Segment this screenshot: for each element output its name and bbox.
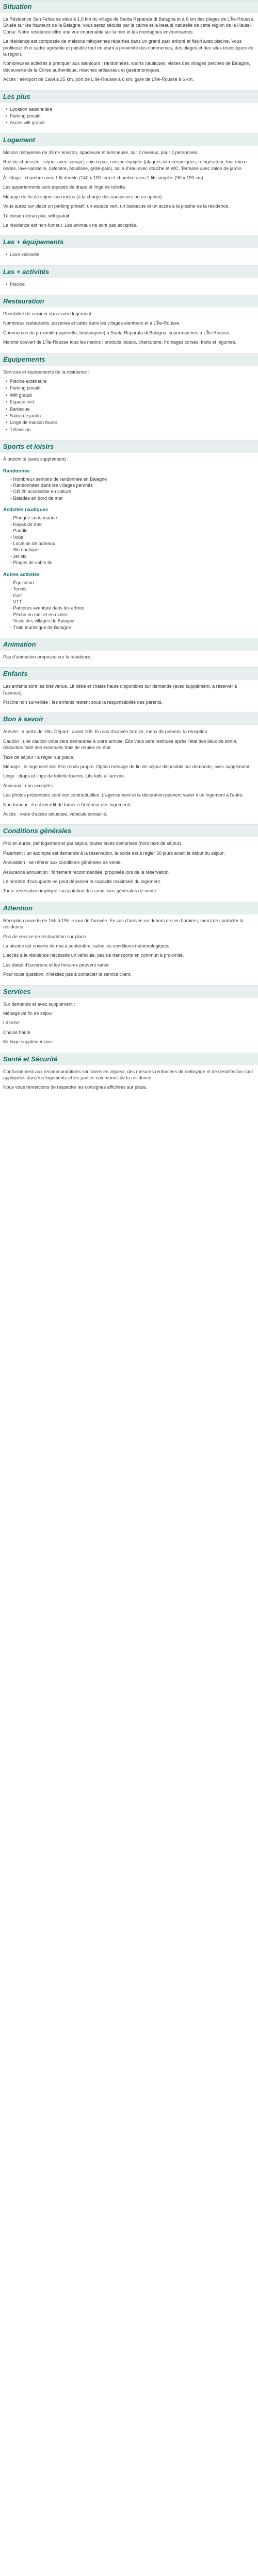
list-item: - Nombreux sentiers de randonnée en Balagne (10, 476, 255, 482)
list-item: • Linge de maison fourni (10, 419, 255, 426)
section-attention (0, 902, 258, 985)
section-title-inclus: Les + équipements (0, 235, 258, 248)
list-item: • Parking privatif (10, 385, 255, 391)
paragraph: Arrivée : à partir de 16h. Départ : avant 10h. En cas d'arrivée tardive, merci de prévenir la réception. (3, 729, 208, 735)
section-restauration (0, 295, 258, 353)
section-sports (0, 440, 258, 638)
section-enfants (0, 667, 258, 713)
list-item: - VTT (10, 599, 255, 605)
list-item: - Golf (10, 592, 255, 599)
section-body-enfants (0, 680, 258, 713)
section-body-sports (0, 453, 258, 638)
section-situation (0, 0, 258, 90)
section-title-restauration: Restauration (0, 295, 258, 308)
paragraph: Réception ouverte de 16h à 19h le jour de l'arrivée. En cas d'arrivée en dehors de ces horaires, merci de contacter la résidence. (3, 918, 244, 930)
section-equipements (0, 353, 258, 440)
paragraph: Nous vous remercions de respecter les consignes affichées sur place. (3, 1084, 147, 1090)
section-body-sante (0, 1065, 258, 1098)
sublist-heading: Activités nautiques (3, 507, 49, 513)
section-title-savoir: Bon à savoir (0, 713, 258, 725)
paragraph: Télévision écran plat, wifi gratuit. (3, 213, 71, 218)
sublist (3, 515, 255, 566)
paragraph: Pas d'animation proposée sur la résidence. (3, 654, 92, 659)
list-item: • Espace vert (10, 399, 255, 405)
sublist (3, 476, 255, 502)
paragraph: Ménage : le logement doit être rendu propre. Option ménage de fin de séjour disponible sur demande, avec supplément. (3, 764, 251, 770)
paragraph: Assurance annulation : fortement recommandée, proposée lors de la réservation. (3, 869, 170, 875)
sublist-heading: Autres activités (3, 571, 40, 578)
section-title-plus: Les plus (0, 90, 258, 103)
list-item: - Train touristique de Balagne (10, 624, 255, 631)
section-body-inclus (0, 248, 258, 265)
paragraph: Les photos présentées sont non contractuelles. L'agencement et la décoration peuvent varier d'un logement à l'autre. (3, 792, 244, 798)
section-conditions (0, 824, 258, 901)
paragraph: L'accès à la résidence nécessite un véhicule, pas de transports en commun à proximité. (3, 953, 184, 958)
paragraph: À l'étage : chambre avec 1 lit double (140 x 190 cm) et chambre avec 2 lits simples (90 x 190 cm). (3, 175, 205, 180)
section-title-situation: Situation (0, 0, 258, 13)
paragraph: Accès : route d'accès sinueuse, véhicule conseillé. (3, 811, 107, 817)
list-item: - Kayak de mer (10, 521, 255, 528)
list-item: - Location de bateaux (10, 540, 255, 547)
list-item: • Wifi gratuit (10, 392, 255, 398)
section-intro: Services et équipements de la résidence : (3, 369, 90, 375)
section-body-plus (0, 103, 258, 133)
section-savoir (0, 713, 258, 824)
section-title-services: Services (0, 985, 258, 998)
list-item: • Piscine (10, 281, 255, 287)
paragraph: Linge : draps et linge de toilette fournis. Lits faits à l'arrivée. (3, 773, 125, 779)
section-title-sante: Santé et Sécurité (0, 1053, 258, 1065)
paragraph: La résidence est non-fumeur. Les animaux ne sont pas acceptés. (3, 222, 138, 228)
paragraph: Les dates d'ouverture et les horaires peuvent varier. (3, 962, 110, 968)
section-sante (0, 1053, 258, 1098)
list-item: - GR 20 accessible en voiture (10, 488, 255, 495)
paragraph: Non-fumeur : il est interdit de fumer à l'intérieur des logements. (3, 802, 133, 807)
section-title-enfants: Enfants (0, 667, 258, 680)
list-item: - Paddle (10, 528, 255, 534)
section-body-activites (0, 278, 258, 295)
paragraph: Nombreuses activités à pratiquer aux alentours : randonnées, sports nautiques, visites des villages perchés de Balagne, découverte de la Corse authentique, marchés artisanaux et gastronomiques. (3, 61, 250, 73)
paragraph: Prix en euros, par logement et par séjour, toutes taxes comprises (hors taxe de séjour). (3, 841, 183, 846)
paragraph: Caution : une caution vous sera demandée à votre arrivée. Elle vous sera restituée après l'état des lieux de sortie, déduction faite des éventuels frais de remise en état. (3, 738, 237, 751)
section-services (0, 985, 258, 1053)
list-item: • Lave-vaisselle (10, 251, 255, 258)
paragraph: Paiement : un acompte est demandé à la réservation, le solde est à régler 30 jours avant le début du séjour. (3, 850, 225, 856)
paragraph: Nombreux restaurants, pizzerias et cafés dans les villages alentours et à L'Île-Rousse. (3, 320, 181, 326)
list-item: • Barbecue (10, 406, 255, 412)
section-title-animation: Animation (0, 638, 258, 651)
paragraph: Taxe de séjour : à régler sur place. (3, 754, 75, 760)
section-body-restauration (0, 308, 258, 353)
paragraph: Chaise haute (3, 1029, 31, 1035)
paragraph: Annulation : se référer aux conditions générales de vente. (3, 860, 122, 866)
list-item: - Parcours aventure dans les arbres (10, 605, 255, 611)
paragraph: Les enfants sont les bienvenus. Lit bébé et chaise haute disponibles sur demande (avec supplément, à réserver à l'avance). (3, 684, 237, 696)
section-activites (0, 265, 258, 295)
bullet-list (3, 281, 255, 287)
list-item: - Jet ski (10, 553, 255, 560)
paragraph: Conformément aux recommandations sanitaires en vigueur, des mesures renforcées de nettoyage et de désinfection sont appliquées dans les logements et les parties communes de la résidence. (3, 1069, 253, 1080)
list-item: - Plongée sous-marine (10, 515, 255, 521)
section-intro: À proximité (avec supplément) : (3, 456, 69, 462)
paragraph: Maison mitoyenne de 39 m² environ, spacieuse et lumineuse, sur 2 niveaux, pour 4 personnes. (3, 149, 199, 155)
list-item: - Pêche en mer et en rivière (10, 612, 255, 618)
paragraph: Ménage de fin de séjour non inclus (à la charge des vacanciers ou en option). (3, 194, 163, 199)
section-body-equipements (0, 366, 258, 440)
paragraph: La résidence est composée de maisons mitoyennes réparties dans un grand parc arboré et fleuri avec piscine. Vous profiterez d'un cadre agréable et paisible tout en étant à proximité des commerces, des plages et des sites touristiques de la région. (3, 39, 253, 57)
paragraph: Le nombre d'occupants ne peut dépasser la capacité maximale du logement. (3, 879, 162, 885)
list-item: • Accès wifi gratuit (10, 120, 255, 126)
list-item: - Équitation (10, 580, 255, 586)
sublist-heading: Randonnée (3, 468, 30, 474)
section-title-logement: Logement (0, 133, 258, 146)
list-item: - Visite des villages de Balagne (10, 618, 255, 624)
section-body-situation (0, 13, 258, 90)
section-title-activites: Les + activités (0, 265, 258, 278)
section-body-conditions (0, 837, 258, 901)
bullet-list (3, 378, 255, 433)
section-body-services (0, 998, 258, 1053)
paragraph: Kit linge supplémentaire (3, 1039, 53, 1045)
section-title-attention: Attention (0, 902, 258, 914)
sublist (3, 580, 255, 631)
paragraph: Rez-de-chaussée : séjour avec canapé, coin repas, cuisine équipée (plaques vitrocéramiques, réfrigérateur, four micro-ondes, lave-vaisselle, cafetière, bouilloire, grille-pain), salle d'eau avec douche et WC. Terrasse avec salon de jardin. (3, 159, 248, 171)
section-logement (0, 133, 258, 236)
page (0, 0, 258, 1098)
paragraph: Toute réservation implique l'acceptation des conditions générales de vente. (3, 888, 157, 894)
paragraph: Vous aurez sur place un parking privatif, un espace vert, un barbecue et un accès à la piscine de la résidence. (3, 204, 230, 209)
paragraph: Accès : aéroport de Calvi à 25 km, port de L'Île-Rousse à 6 km, gare de L'Île-Rousse à 6 km. (3, 77, 194, 82)
section-title-conditions: Conditions générales (0, 824, 258, 837)
paragraph: Pas de service de restauration sur place. (3, 934, 88, 939)
section-body-savoir (0, 725, 258, 824)
list-item: - Tennis (10, 586, 255, 592)
list-item: • Parking privatif (10, 113, 255, 119)
paragraph: Pour toute question, n'hésitez pas à contacter le service client. (3, 972, 132, 977)
section-title-sports: Sports et loisirs (0, 440, 258, 453)
list-item: • Salon de jardin (10, 413, 255, 419)
list-item: - Voile (10, 534, 255, 540)
paragraph: La Résidence San Felice se situe à 1,5 km du village de Santa Reparata di Balagna et à 6 km des plages de L'Île-Rousse. Située sur les hauteurs de la Balagne, vous serez séduits par le calme et la beauté naturelle de cette région de la Haute-Corse. Notre résidence offre une vue imprenable sur la mer et les montagnes environnantes. (3, 16, 255, 35)
paragraph: Piscine non surveillée : les enfants restent sous la responsabilité des parents. (3, 700, 163, 705)
paragraph: La piscine est ouverte de mai à septembre, selon les conditions météorologiques. (3, 943, 171, 949)
section-plus (0, 90, 258, 133)
list-item: - Plages de sable fin (10, 560, 255, 566)
list-item: • Télévision (10, 427, 255, 433)
section-body-animation (0, 651, 258, 667)
section-body-logement (0, 146, 258, 236)
paragraph: Marché couvert de L'Île-Rousse tous les matins : produits locaux, charcuterie, fromages corses, fruits et légumes. (3, 340, 236, 345)
paragraph: Lit bébé (3, 1020, 20, 1026)
paragraph: Les appartements sont équipés de draps et linge de toilette. (3, 184, 126, 190)
section-animation (0, 638, 258, 667)
paragraph: Commerces de proximité (supérette, boulangerie) à Santa Reparata di Balagna, supermarchés à L'Île-Rousse. (3, 330, 231, 335)
list-item: • Location saisonnière (10, 106, 255, 112)
paragraph: Ménage de fin de séjour (3, 1010, 53, 1016)
list-item: • Piscine extérieure (10, 378, 255, 384)
paragraph: Possibilité de cuisiner dans votre logement. (3, 311, 93, 316)
list-item: - Ski nautique (10, 547, 255, 553)
paragraph: Sur demande et avec supplément : (3, 1001, 75, 1007)
bullet-list (3, 106, 255, 126)
bullet-list (3, 251, 255, 258)
section-body-attention (0, 914, 258, 985)
paragraph: Animaux : non acceptés. (3, 783, 54, 788)
section-inclus (0, 235, 258, 265)
list-item: - Randonnées dans les villages perchés (10, 482, 255, 488)
section-title-equipements: Équipements (0, 353, 258, 366)
list-item: - Balades en bord de mer (10, 495, 255, 501)
